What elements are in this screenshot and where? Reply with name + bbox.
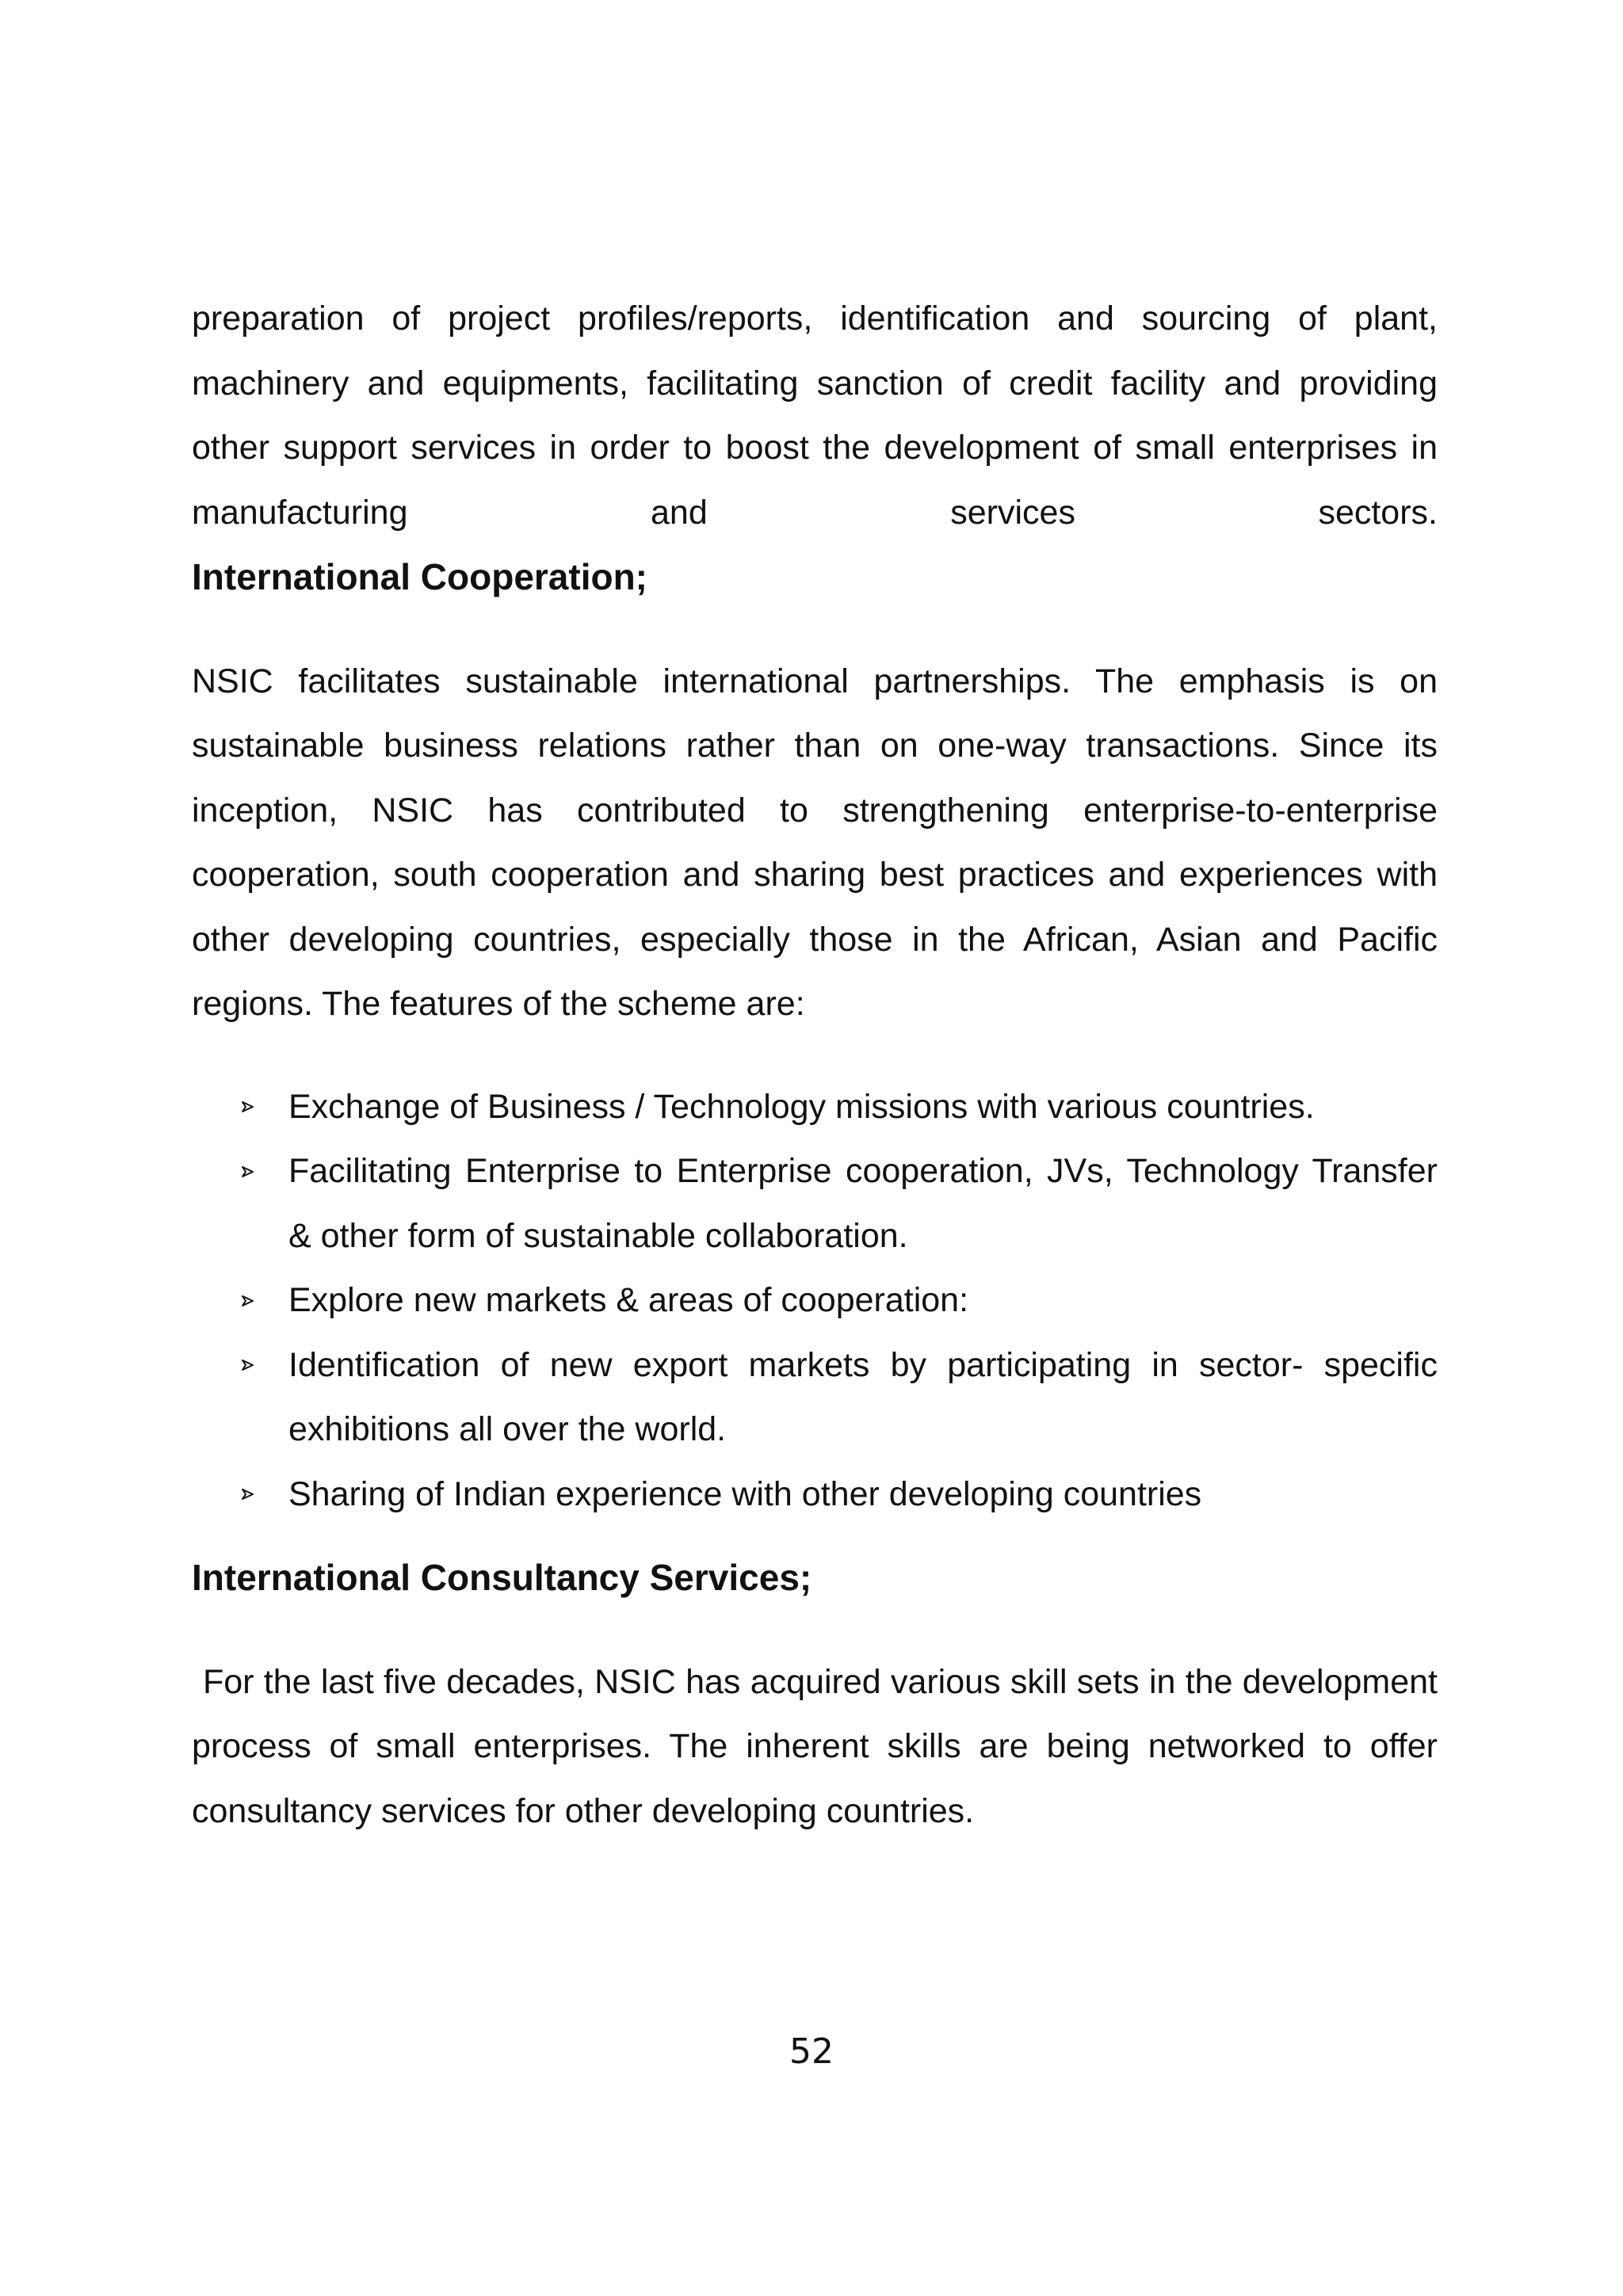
arrow-bullet-icon	[241, 1268, 265, 1333]
section-heading-international-cooperation: International Cooperation;	[192, 556, 647, 597]
list-item-text: Identification of new export markets by participating in sector- specific exhibitions all over the world.	[288, 1345, 1438, 1448]
page-content	[192, 287, 1438, 1844]
arrow-bullet-icon	[241, 1463, 265, 1527]
list-item	[192, 1075, 1438, 1140]
list-item-text: Exchange of Business / Technology missions with various countries.	[288, 1087, 1315, 1126]
list-item	[192, 1463, 1438, 1527]
international-consultancy-paragraph: For the last five decades, NSIC has acquired various skill sets in the development process of small enterprises. The inherent skills are being networked to offer consultancy services for other developing countries.	[192, 1662, 1438, 1830]
list-item	[192, 1268, 1438, 1333]
intro-paragraph: preparation of project profiles/reports, identification and sourcing of plant, machinery and equipments, facilitating sanction of credit facility and providing other support services in order to boost the development of small enterprises in manufacturing and services sectors.	[192, 299, 1438, 532]
arrow-bullet-icon	[241, 1139, 265, 1204]
page-number: 52	[789, 2031, 834, 2072]
list-item-text: Facilitating Enterprise to Enterprise cooperation, JVs, Technology Transfer & other form of sustainable collaboration.	[288, 1152, 1438, 1255]
international-cooperation-paragraph: NSIC facilitates sustainable international partnerships. The emphasis is on sustainable business relations rather than on one-way transactions. Since its inception, NSIC has contributed to strengthening enterprise-to-enterprise cooperation, south cooperation and sharing best practices and experiences with other developing countries, especially those in the African, Asian and Pacific regions. The features of the scheme are:	[192, 662, 1438, 1023]
list-item-text: Explore new markets & areas of cooperation:	[288, 1281, 969, 1319]
arrow-bullet-icon	[241, 1333, 265, 1398]
scheme-features-list	[192, 1075, 1438, 1527]
list-item-text: Sharing of Indian experience with other developing countries	[288, 1474, 1202, 1513]
section-heading-international-consultancy: International Consultancy Services;	[192, 1557, 812, 1598]
arrow-bullet-icon	[241, 1075, 265, 1140]
list-item	[192, 1139, 1438, 1268]
list-item	[192, 1333, 1438, 1463]
